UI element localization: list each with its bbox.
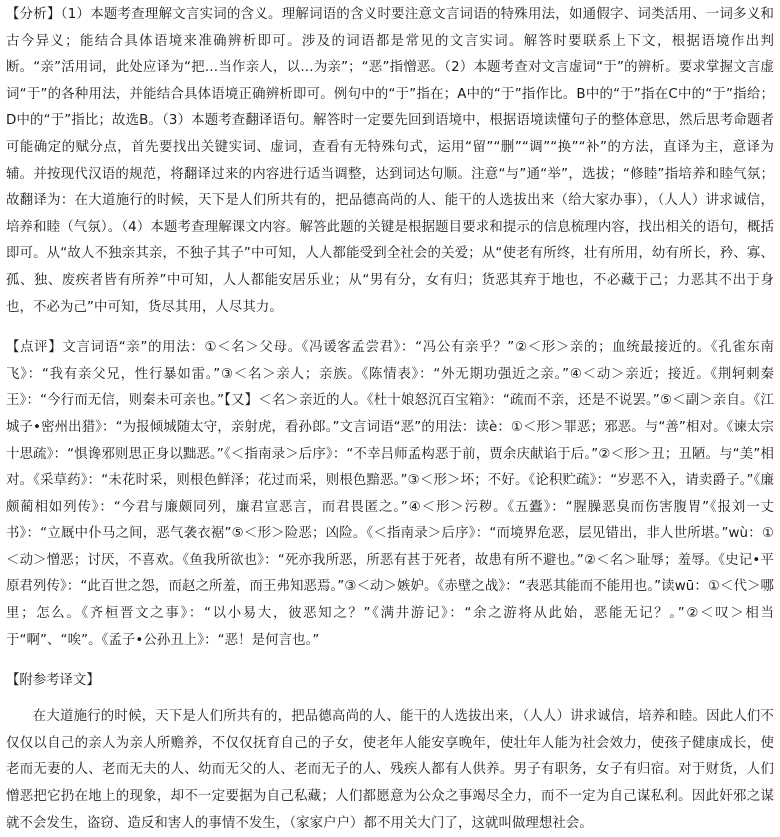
comment-paragraph: 【点评】文言词语“亲”的用法：①＜名＞父母。《冯谖客孟尝君》：“冯公有亲乎？”②＜形＞亲的；血统最接近的。《孔雀东南飞》：“我有亲父兄，性行暴如雷。”③＜名＞亲人；亲族。《陈情表》：“外无期功强近之亲。”④＜动＞亲近；接近。《荆轲刺秦王》：“今行而无信，则秦未可亲也。”【又】＜名＞亲近的人。《杜十娘怒沉百宝箱》：“疏而不亲，还是不说罢。”⑤＜副＞亲自。《江城子•密州出猎》：“为报倾城随太守，亲射虎，看孙郎。”文言词语“恶”的用法：读è：①＜形＞罪恶；邪恶。与“善”相对。《谏太宗十思疏》：“惧谗邪则思正身以黜恶。”《＜指南录＞后序》：“不幸吕师孟构恶于前，贾余庆献谄于后。”②＜形＞丑；丑陋。与“美”相对。《采草药》：“未花时采，则根色鲜泽；花过而采，则根色黯恶。”③＜形＞坏；不好。《论积贮疏》：“岁恶不入，请卖爵子。”《廉颇蔺相如列传》：“今君与廉颇同列，廉君宣恶言，而君畏匿之。”④＜形＞污秽。《五蠹》：“腥臊恶臭而伤害腹胃”《报刘一丈书》：“立厩中仆马之间，恶气袭衣裾”⑤＜形＞险恶；凶险。《＜指南录＞后序》：“而境界危恶，层见错出，非人世所堪。”wù：①＜动＞憎恶；讨厌，不喜欢。《鱼我所欲也》：“死亦我所恶，所恶有甚于死者，故患有所不避也。”②＜名＞耻辱；羞辱。《史记•平原君列传》：“此百世之怨，而赵之所羞，而王弗知恶焉。”③＜动＞嫉妒。《赤壁之战》：“表恶其能而不能用也。”读wū：①＜代＞哪里；怎么。《齐桓晋文之事》：“以小易大，彼恶知之？”《满井游记》：“余之游将从此始，恶能无记？。”②＜叹＞相当于“啊”、“唉”。《孟子•公孙丑上》：“恶！是何言也。” — [6, 340, 774, 648]
translation-heading: 【附参考译文】 — [6, 673, 100, 689]
section-spacer — [6, 321, 774, 335]
heading-spacer — [6, 694, 774, 704]
analysis-paragraph: 【分析】（1）本题考查理解文言实词的含义。理解词语的含义时要注意文言词语的特殊用法，如通假字、词类活用、一词多义和古今异义；能结合具体语境来准确辨析即可。涉及的词语都是常见的文言实词。解答时要联系上下文，根据语境作出判断。“亲”活用词，此处应译为“把…当作亲人，以…为亲”；“恶”指憎恶。（2）本题考查对文言虚词“于”的辨析。要求掌握文言虚词“于”的各种用法，并能结合具体语境正确辨析即可。例句中的“于”指在；A中的“于”指作比。B中的“于”指在C中的“于”指给；D中的“于”指比；故选B。（3）本题考查翻译语句。解答时一定要先回到语境中，根据语境读懂句子的整体意思，然后思考命题者可能确定的赋分点，首先要找出关键实词、虚词，查看有无特殊句式，运用“留”“删”“调”“换”“补”的方法，直译为主，意译为辅。并按现代汉语的规范，将翻译过来的内容进行适当调整，达到词达句顺。注意“与”通“举”，选拔；“修睦”指培养和睦气氛；故翻译为：在大道施行的时候，天下是人们所共有的，把品德高尚的人、能干的人选拔出来（给大家办事），（人人）讲求诚信，培养和睦（气氛）。（4）本题考查理解课文内容。解答此题的关键是根据题目要求和提示的信息梳理内容，找出相关的语句，概括即可。从“故人不独亲其亲，不独子其子”中可知，人人都能受到全社会的关爱；从“使老有所终，壮有所用，幼有所长，矜、寡、孤、独、废疾者皆有所养”中可知，人人都能安居乐业；从“男有分，女有归；货恶其弃于地也，不必藏于己；力恶其不出于身也，不必为己”中可知，货尽其用，人尽其力。 — [6, 7, 774, 315]
translation-paragraph: 在大道施行的时候，天下是人们所共有的，把品德高尚的人、能干的人选拔出来，（人人）讲求诚信，培养和睦。因此人们不仅仅以自己的亲人为亲人所赡养，不仅仅抚育自己的子女，使老年人能安享晚年，使壮年人能为社会效力，使孩子健康成长，使老而无妻的人、老而无夫的人、幼而无父的人、老而无子的人、残疾人都有人供养。男子有职务，女子有归宿。对于财货，人们憎恶把它扔在地上的现象，却不一定要据为自己私藏；人们都愿意为公众之事竭尽全力，而不一定为自己谋私利。因此奸邪之谋就不会发生，盗窃、造反和害人的事情不发生，（家家户户）都不用关大门了，这就叫做理想社会。 — [6, 709, 774, 831]
section-spacer — [6, 654, 774, 668]
